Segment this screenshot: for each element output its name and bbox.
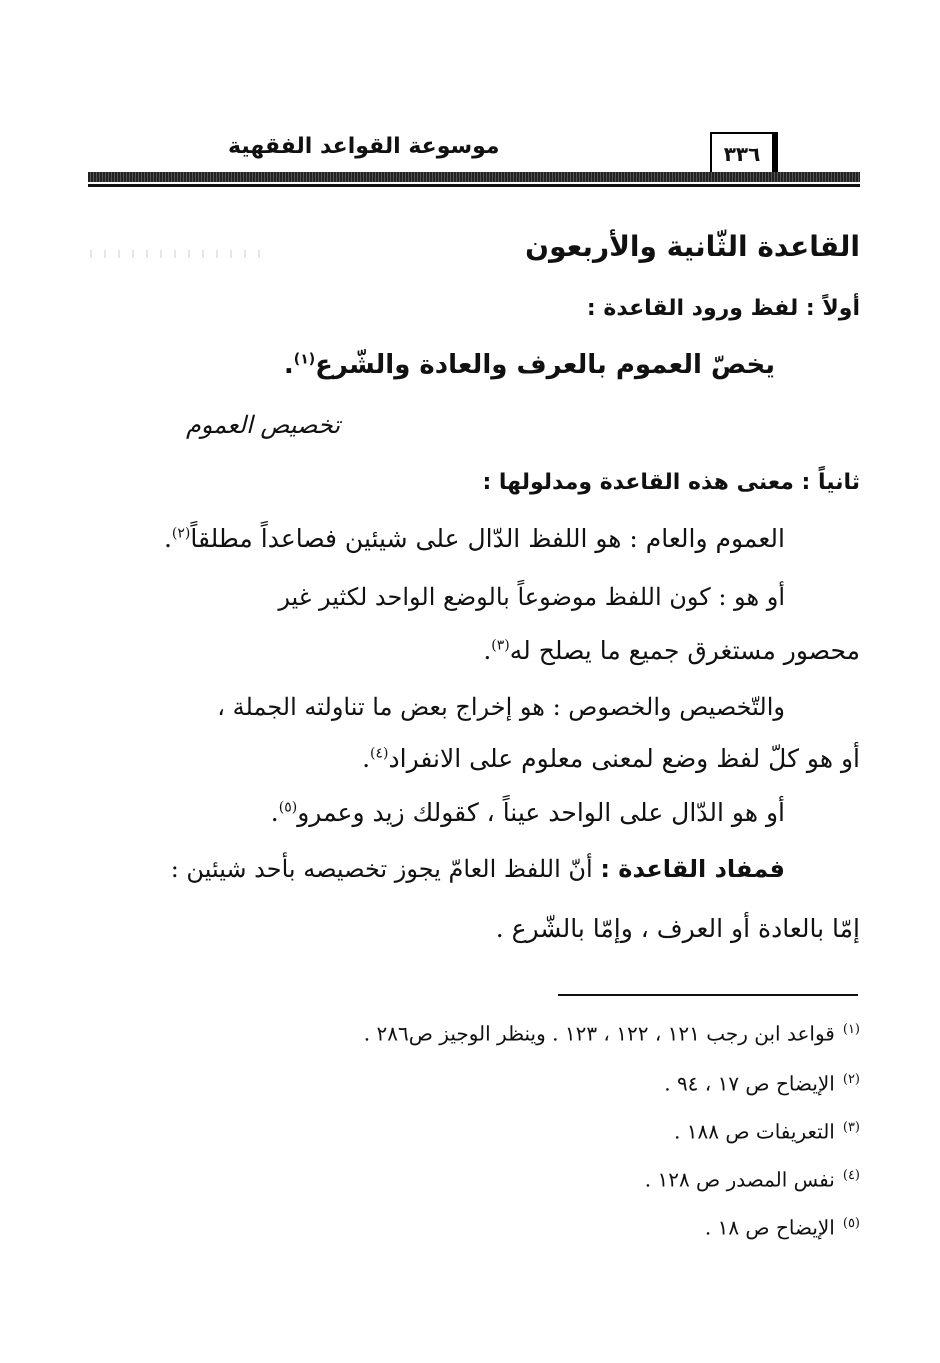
paragraph-2-end: . — [483, 636, 492, 665]
footnote-4-text: نفس المصدر ص ١٢٨ . — [644, 1167, 835, 1192]
footnote-1 — [364, 1016, 860, 1048]
footnote-2-number: (٢) — [842, 1072, 860, 1087]
paragraph-2-line-2-text: محصور مستغرق جميع ما يصلح له — [509, 636, 860, 665]
section-heading-1: أولاً : لفظ ورود القاعدة : — [586, 296, 860, 321]
paragraph-2-line-1: أو هو : كون اللفظ موضوعاً بالوضع الواحد لكثير غير — [278, 583, 785, 611]
footnote-4-number: (٤) — [842, 1168, 860, 1183]
section-heading-2: ثانياً : معنى هذه القاعدة ومدلولها : — [482, 470, 860, 495]
footnote-ref-2[interactable]: (٢) — [171, 525, 191, 542]
paragraph-3-line-2 — [362, 742, 860, 776]
footnote-5-text: الإيضاح ص ١٨ . — [704, 1215, 835, 1240]
footnote-2-text: الإيضاح ص ١٧ ، ٩٤ . — [664, 1071, 835, 1096]
paragraph-4-end: . — [270, 798, 279, 827]
footnote-3-number: (٣) — [842, 1120, 860, 1135]
footnote-ref-3[interactable]: (٣) — [491, 637, 510, 654]
paragraph-5-line-1-text: أنّ اللفظ العامّ يجوز تخصيصه بأحد شيئين : — [170, 855, 593, 883]
paragraph-3-end: . — [362, 744, 371, 773]
paragraph-4 — [271, 796, 785, 830]
footnote-5 — [705, 1210, 860, 1242]
footnote-4 — [645, 1162, 860, 1194]
subheading: تخصيص العموم — [186, 411, 340, 439]
footnote-1-number: (١) — [842, 1022, 860, 1037]
scan-noise — [90, 250, 260, 258]
footnote-3 — [674, 1114, 860, 1146]
paragraph-4-text: أو هو الدّال على الواحد عيناً ، كقولك زيد وعمرو — [297, 798, 785, 827]
footnote-3-text: التعريفات ص ١٨٨ . — [674, 1119, 835, 1144]
footnote-2 — [664, 1066, 860, 1098]
rule-title: القاعدة الثّانية والأربعون — [525, 230, 860, 263]
paragraph-5-line-2: إمّا بالعادة أو العرف ، وإمّا بالشّرع . — [495, 914, 860, 943]
book-title: موسوعة القواعد الفقهية — [228, 134, 500, 159]
header-rule-thin — [88, 184, 860, 187]
rule-text-body: يخصّ العموم بالعرف والعادة والشّرع — [315, 350, 775, 380]
footnote-separator — [558, 994, 858, 996]
footnote-5-number: (٥) — [842, 1216, 860, 1231]
page-number: ٣٣٦ — [710, 132, 778, 174]
rule-text-end: . — [283, 350, 294, 380]
paragraph-1 — [164, 522, 785, 556]
paragraph-3-line-2-text: أو هو كلّ لفظ وضع لمعنى معلوم على الانفراد — [388, 744, 860, 773]
rule-text — [284, 348, 775, 382]
header-rule — [88, 172, 860, 182]
footnote-1-text: قواعد ابن رجب ١٢١ ، ١٢٢ ، ١٢٣ . وينظر الوجيز ص٢٨٦ . — [363, 1021, 835, 1046]
paragraph-3-line-1: والتّخصيص والخصوص : هو إخراج بعض ما تناولته الجملة ، — [217, 693, 785, 721]
footnote-ref-4[interactable]: (٤) — [370, 745, 389, 762]
footnote-ref-5[interactable]: (٥) — [278, 799, 298, 816]
conclusion-label: فمفاد القاعدة : — [600, 855, 785, 883]
paragraph-1-end: . — [163, 524, 172, 553]
page-header — [88, 132, 860, 188]
paragraph-2-line-2 — [483, 634, 860, 668]
paragraph-5-line-1 — [171, 852, 785, 886]
paragraph-1-text: العموم والعام : هو اللفظ الدّال على شيئين فصاعداً مطلقاً — [190, 524, 785, 553]
footnote-ref-1[interactable]: (١) — [293, 351, 316, 368]
